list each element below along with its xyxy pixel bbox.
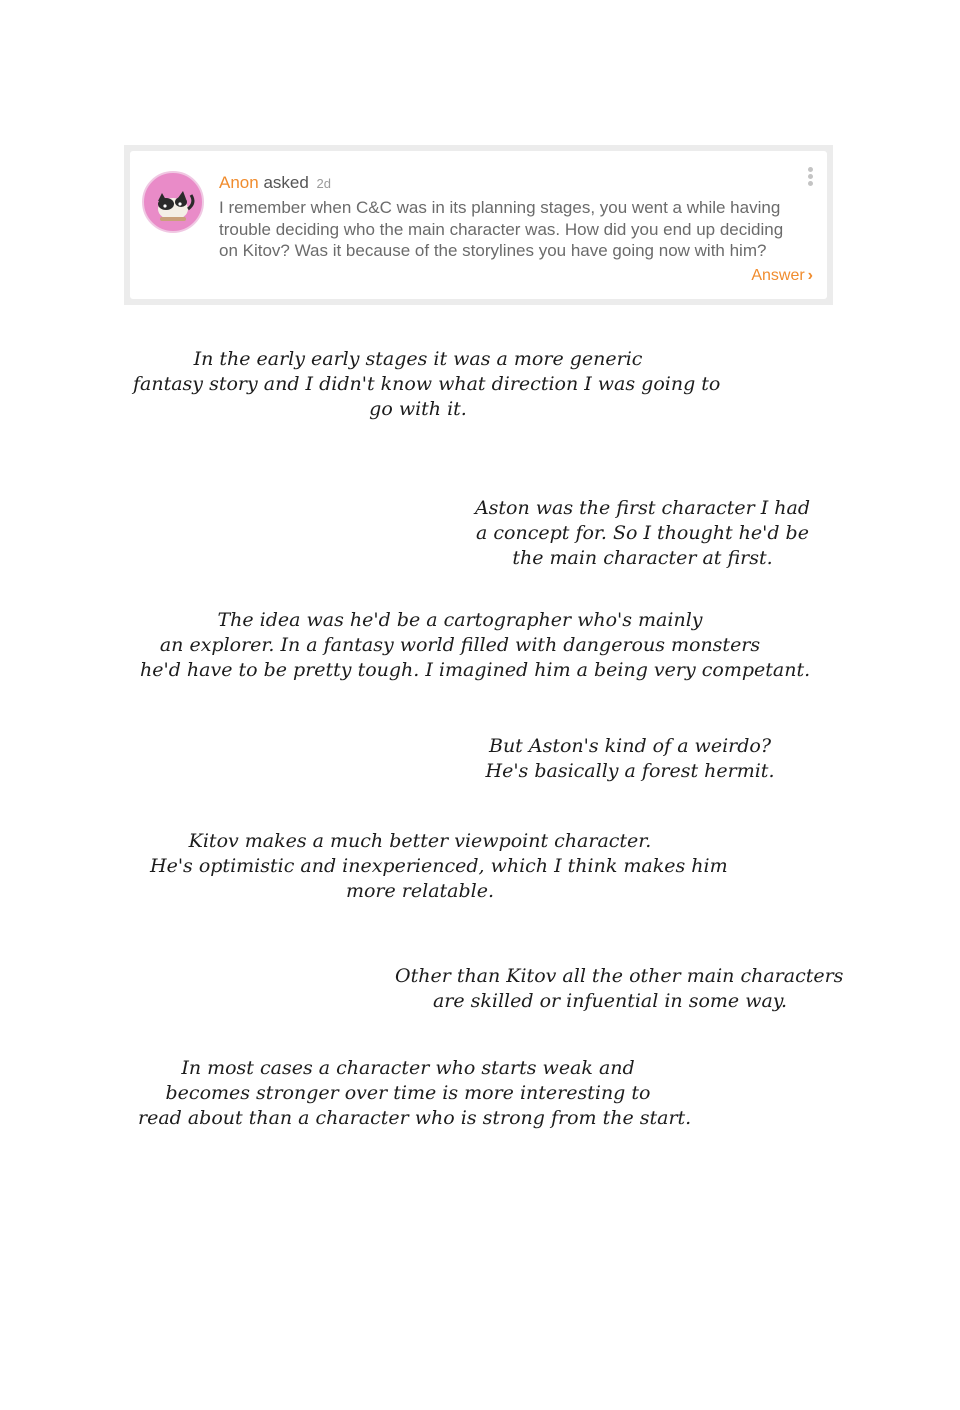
answer-line: But Aston's kind of a weirdo? xyxy=(488,735,772,757)
answer-line: Kitov makes a much better viewpoint character. xyxy=(188,830,652,852)
asked-label: asked xyxy=(263,173,309,192)
answer-line: an explorer. In a fantasy world filled with dangerous monsters xyxy=(159,634,761,656)
vertical-dots-icon[interactable] xyxy=(807,167,813,189)
answer-button[interactable] xyxy=(751,267,813,285)
answer-line: Aston was the first character I had xyxy=(474,497,811,519)
question-line: I remember when C&C was in its planning stages, you went a while having xyxy=(219,198,781,217)
ask-card xyxy=(124,145,833,305)
answer-paragraph-7 xyxy=(138,1056,692,1131)
answer-line: more relatable. xyxy=(345,880,495,902)
answer-line: go with it. xyxy=(369,398,467,420)
answer-line: The idea was he'd be a cartographer who's mainly xyxy=(217,609,703,631)
answer-line: the main character at first. xyxy=(512,547,773,569)
answer-paragraph-2 xyxy=(470,496,815,571)
time-ago: 2d xyxy=(316,176,332,191)
answer-line: fantasy story and I didn't know what direction I was going to xyxy=(133,373,721,395)
answer-paragraph-6 xyxy=(395,964,844,1014)
answer-paragraph-4 xyxy=(480,734,780,784)
answer-line: a concept for. So I thought he'd be xyxy=(476,522,809,544)
answer-line: He's basically a forest hermit. xyxy=(485,760,775,782)
asker-line xyxy=(219,173,331,193)
question-text xyxy=(219,197,824,262)
ask-card-body xyxy=(130,151,827,299)
chevron-right-icon: › xyxy=(807,267,813,284)
answer-line: In the early early stages it was a more generic xyxy=(193,348,643,370)
answer-line: he'd have to be pretty tough. I imagined him a being very competant. xyxy=(140,659,811,681)
cat-avatar-icon[interactable] xyxy=(142,171,204,233)
answer-line: Other than Kitov all the other main characters xyxy=(395,965,844,987)
answer-paragraph-3 xyxy=(140,608,811,683)
answer-line: In most cases a character who starts weak and xyxy=(181,1057,635,1079)
question-line: on Kitov? Was it because of the storylines you have going now with him? xyxy=(219,241,767,260)
asker-name[interactable]: Anon xyxy=(219,173,259,192)
question-line: trouble deciding who the main character was. How did you end up deciding xyxy=(219,219,784,239)
answer-paragraph-5 xyxy=(150,829,728,904)
answer-line: He's optimistic and inexperienced, which I think makes him xyxy=(150,855,728,877)
cat-avatar-illustration xyxy=(144,173,202,231)
answer-label: Answer xyxy=(751,267,805,284)
answer-line: are skilled or infuential in some way. xyxy=(432,990,788,1012)
answer-line: read about than a character who is strong from the start. xyxy=(138,1107,692,1129)
answer-line: becomes stronger over time is more interesting to xyxy=(165,1082,651,1104)
answer-paragraph-1 xyxy=(133,347,721,422)
